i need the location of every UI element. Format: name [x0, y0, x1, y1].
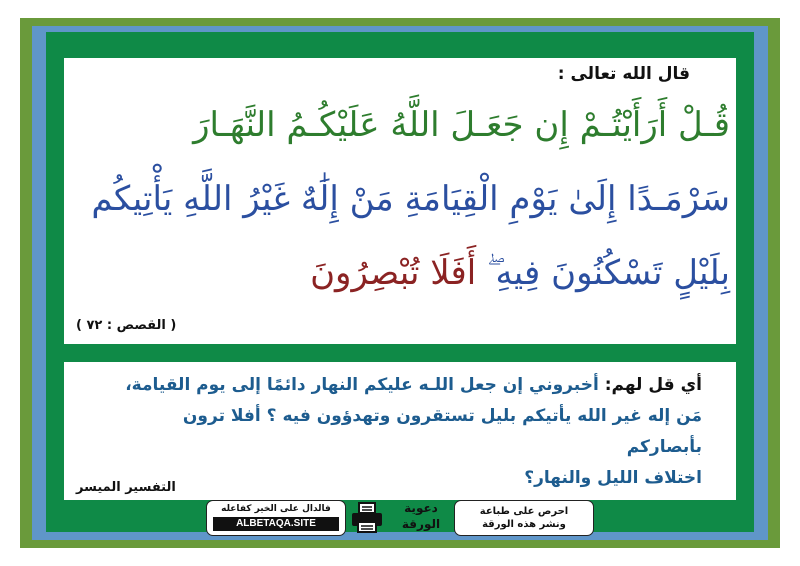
- verse-line-3: [70, 253, 730, 293]
- tafsir-line-1: [102, 370, 702, 401]
- verse-line-3-part-2: أَفَلَا تُبْصِرُونَ: [310, 253, 477, 293]
- footer-bar: [206, 500, 594, 536]
- footer-site-box: [206, 500, 346, 536]
- brand-logo: دعوية الورقة: [401, 501, 441, 531]
- tafsir-lead: أي قل لهم:: [604, 375, 702, 395]
- tafsir-text: [102, 370, 702, 494]
- tafsir-source: التفسير الميسر: [76, 480, 176, 495]
- footer-print-line-2: ونشر هذه الورقة: [482, 519, 566, 530]
- tafsir-line-1-text: أخبروني إن جعل اللـه عليكم النهار دائمًا إلى يوم القيامة،: [125, 375, 599, 395]
- verse-line-3-part-1: بِلَيْلٍ تَسْكُنُونَ فِيهِ ۖ: [487, 253, 730, 293]
- footer-print-box: [454, 500, 594, 536]
- intro-heading: قال الله تعالى :: [557, 64, 690, 84]
- footer-saying: فالدال على الخير كفاعله: [221, 504, 331, 514]
- tafsir-line-2: مَن إله غير الله يأتيكم بليل تستقرون وتهدؤون فيه ؟ أفلا ترون بأبصاركم: [182, 406, 702, 457]
- footer-site-link[interactable]: ALBETAQA.SITE: [213, 517, 339, 531]
- verse-line-2: سَرْمَـدًا إِلَىٰ يَوْمِ الْقِيَامَةِ مَنْ إِلَٰهٌ غَيْرُ اللَّهِ يَأْتِيكُم: [91, 179, 730, 219]
- footer-print-line-1: احرص على طباعة: [479, 506, 569, 517]
- printer-icon: [350, 502, 384, 534]
- verse-line-1: قُـلْ أَرَأَيْتُـمْ إِن جَعَـلَ اللَّهُ عَلَيْكُـمُ النَّهَـارَ: [193, 105, 730, 145]
- tafsir-line-3: اختلاف الليل والنهار؟: [524, 468, 702, 488]
- footer-print-text: [455, 505, 593, 531]
- verse-reference: ( القصص : ٧٢ ): [76, 318, 177, 333]
